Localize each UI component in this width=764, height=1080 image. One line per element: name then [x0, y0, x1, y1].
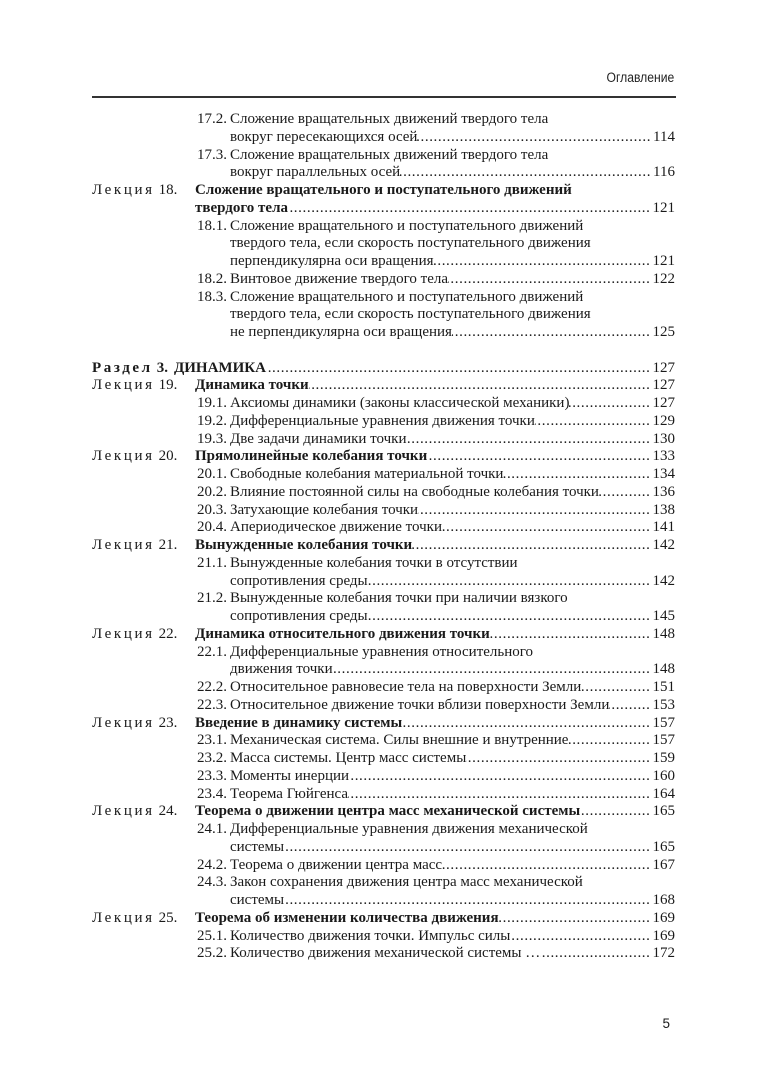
lecture-number: 24. [158, 803, 178, 820]
toc-entry-sub[interactable] [197, 857, 675, 875]
toc-entry-body [230, 697, 675, 715]
lecture-label [92, 377, 195, 395]
toc-entry-body [230, 857, 675, 875]
entry-last-line[interactable] [230, 324, 675, 342]
entry-title-text: Затухающие колебания точки [230, 501, 419, 518]
lecture-word: Лекция [92, 537, 155, 553]
page-reference[interactable]: 122 [652, 270, 675, 287]
entry-last-line[interactable] [230, 253, 675, 271]
entry-last-line[interactable] [195, 377, 675, 395]
page-reference[interactable]: 153 [652, 696, 675, 713]
entry-title-text: Влияние постоянной силы на свободные колебания точки [230, 483, 599, 500]
toc-entry-sub[interactable] [197, 750, 675, 768]
lecture-label [92, 803, 195, 821]
dot-leader [333, 661, 653, 679]
toc-entry-sub[interactable] [197, 395, 675, 413]
toc-entry-body [195, 626, 675, 644]
entry-title-text: системы [230, 838, 285, 855]
toc-entry-lecture[interactable] [92, 377, 675, 395]
entry-title-line: твердого тела, если скорость поступательного движения [230, 235, 591, 252]
toc-entry-sub[interactable] [197, 111, 675, 147]
subsection-number: 20.3. [197, 501, 227, 518]
entry-title-text: Динамика относительного движения точки [195, 625, 490, 642]
toc-entry-sub[interactable] [197, 697, 675, 715]
toc-entry-body [230, 111, 675, 147]
toc-entry-sub[interactable] [197, 644, 675, 680]
toc-entry-body [230, 945, 675, 963]
entry-last-line[interactable] [230, 164, 675, 182]
subsection-number: 23.1. [197, 732, 227, 749]
page-reference[interactable]: 160 [652, 767, 675, 784]
toc-spacer [92, 342, 675, 360]
entry-last-line[interactable] [230, 608, 675, 626]
page-reference[interactable]: 157 [652, 714, 675, 731]
page-reference[interactable]: 130 [652, 430, 675, 447]
lecture-word: Лекция [92, 182, 155, 198]
entry-title-text: Масса системы. Центр масс системы [230, 750, 467, 766]
lecture-label [92, 448, 195, 466]
entry-title-text: Теорема о движении центра масс механической системы [195, 803, 581, 820]
entry-title-line: Дифференциальные уравнения относительного [230, 643, 534, 660]
dot-leader [427, 448, 652, 466]
page-reference[interactable]: 142 [652, 537, 675, 553]
entry-title-line: Дифференциальные уравнения движения механической [230, 821, 588, 837]
toc-entry-body [174, 360, 675, 378]
entry-title-text: Динамика точки [195, 377, 309, 394]
lecture-number: 21. [158, 537, 178, 553]
entry-title-line: Закон сохранения движения центра масс механической [230, 874, 583, 891]
entry-title-text: Теорема об изменении количества движения [195, 909, 499, 926]
entry-title-line: Сложение вращательного и поступательного движений [230, 217, 584, 234]
toc-entry-sub[interactable] [197, 945, 675, 963]
entry-title-text: Механическая система. Силы внешние и внутренние [230, 732, 569, 749]
page-reference[interactable]: 165 [652, 803, 675, 820]
entry-title-text: Прямолинейные колебания точки [195, 448, 428, 465]
toc-entry-sub[interactable] [197, 679, 675, 697]
entry-last-line[interactable] [230, 271, 675, 289]
header-rule [92, 96, 676, 98]
page-reference[interactable]: 129 [652, 412, 675, 429]
running-header-title: Оглавление [606, 70, 674, 85]
lecture-label [92, 182, 195, 218]
toc-entry-sub[interactable] [197, 928, 675, 946]
subsection-number: 23.3. [197, 767, 227, 784]
entry-title-text: Винтовое движение твердого тела [230, 270, 449, 287]
dot-leader [418, 502, 652, 520]
lecture-word: Лекция [92, 803, 155, 820]
toc-entry-sub[interactable] [197, 218, 675, 271]
entry-title-text: вокруг пересекающихся осей [230, 128, 418, 145]
toc-entry-body [230, 413, 675, 431]
lecture-word: Лекция [92, 625, 155, 642]
lecture-label [92, 715, 195, 733]
page-reference[interactable]: 157 [652, 732, 675, 749]
page-reference[interactable]: 148 [652, 625, 675, 642]
entry-last-line[interactable] [230, 484, 675, 502]
toc-entry-body [230, 768, 675, 786]
lecture-word: Лекция [92, 377, 155, 394]
entry-title-line: Сложение вращательных движений твердого тела [230, 146, 549, 163]
toc-entry-lecture[interactable] [92, 715, 675, 733]
toc-entry-body [230, 644, 675, 680]
entry-last-line[interactable] [230, 466, 675, 484]
entry-title-text: Относительное движение точки вблизи поверхности Земли [230, 696, 610, 713]
toc-entry-lecture[interactable] [92, 803, 675, 821]
toc-entry-sub[interactable] [197, 484, 675, 502]
lecture-word: Лекция [92, 714, 155, 731]
entry-last-line[interactable] [174, 360, 675, 378]
dot-leader [452, 324, 653, 342]
dot-leader [412, 537, 652, 555]
page-reference[interactable]: 141 [652, 519, 675, 536]
lecture-number: 22. [158, 625, 178, 642]
subsection-number: 17.2. [197, 111, 227, 127]
dot-leader [406, 431, 652, 449]
page-reference[interactable]: 121 [652, 199, 675, 216]
subsection-number: 20.4. [197, 519, 227, 536]
toc-entry-body [230, 271, 675, 289]
entry-last-line[interactable] [230, 839, 675, 857]
entry-last-line[interactable] [230, 519, 675, 537]
entry-title-text: системы [230, 892, 285, 908]
page-reference[interactable]: 168 [652, 892, 675, 908]
toc-entry-sub[interactable] [197, 466, 675, 484]
toc-entry-sub[interactable] [197, 519, 675, 537]
entry-last-line[interactable] [230, 857, 675, 875]
lecture-word: Лекция [92, 909, 155, 926]
toc-entry-body [195, 182, 675, 218]
entry-last-line[interactable] [230, 679, 675, 697]
dot-leader [442, 519, 653, 537]
entry-title-text: Дифференциальные уравнения движения точки [230, 412, 535, 429]
page-reference[interactable]: 145 [652, 608, 675, 624]
entry-title-text: Количество движения точки. Импульс силы [230, 927, 511, 944]
entry-last-line[interactable] [230, 502, 675, 520]
page-reference[interactable]: 164 [652, 785, 675, 802]
entry-title-text: Вынужденные колебания точки [195, 537, 413, 553]
page-reference[interactable]: 165 [652, 838, 675, 855]
subsection-number: 19.2. [197, 412, 227, 429]
entry-title-text: Аксиомы динамики (законы классической механики) [230, 395, 570, 411]
page-reference[interactable]: 167 [652, 856, 675, 873]
entry-last-line[interactable] [230, 395, 675, 413]
entry-title-text: перпендикулярна оси вращения [230, 253, 434, 269]
toc-entry-body [230, 502, 675, 520]
dot-leader [284, 839, 652, 857]
page-reference[interactable]: 125 [652, 324, 675, 340]
dot-leader [580, 803, 652, 821]
toc-entry-lecture[interactable] [92, 182, 675, 218]
dot-leader [442, 857, 652, 875]
entry-title-text: Относительное равновесие тела на поверхности Земли [230, 679, 582, 695]
page-reference[interactable]: 127 [652, 377, 675, 394]
toc-entry-body [230, 679, 675, 697]
subsection-number: 22.2. [197, 679, 227, 695]
lecture-number: 20. [158, 448, 178, 465]
entry-last-line[interactable] [230, 732, 675, 750]
entry-title-text: сопротивления среды [230, 608, 368, 624]
toc-entry-sub[interactable] [197, 413, 675, 431]
entry-title-text: твердого тела [195, 199, 288, 216]
toc-entry-body [195, 803, 675, 821]
entry-title-text: движения точки [230, 661, 333, 678]
page-reference[interactable]: 159 [652, 750, 675, 766]
section-number: 3. [156, 359, 168, 376]
dot-leader [400, 164, 653, 182]
subsection-number: 20.2. [197, 483, 227, 500]
subsection-number: 24.2. [197, 856, 227, 873]
dot-leader [349, 768, 652, 786]
entry-last-line[interactable] [195, 626, 675, 644]
toc-entry-body [230, 431, 675, 449]
entry-last-line[interactable] [230, 786, 675, 804]
entry-title-text: Свободные колебания материальной точки [230, 466, 504, 482]
section-word: Раздел [92, 359, 153, 376]
entry-title-text: сопротивления среды [230, 572, 368, 589]
subsection-number: 21.2. [197, 590, 227, 607]
entry-title-text: ДИНАМИКА [173, 359, 266, 376]
entry-last-line[interactable] [195, 715, 675, 733]
subsection-number: 19.3. [197, 430, 227, 447]
dot-leader [466, 750, 652, 768]
toc-entry-sub[interactable] [197, 431, 675, 449]
dot-leader [348, 786, 652, 804]
entry-title-line: Сложение вращательного и поступательного движений [195, 182, 572, 198]
dot-leader [288, 200, 653, 218]
entry-title-line: Вынужденные колебания точки при наличии вязкого [230, 590, 568, 607]
toc-entry-body [230, 289, 675, 342]
toc-entry-body [230, 555, 675, 591]
subsection-number: 22.3. [197, 696, 227, 713]
dot-leader [402, 715, 652, 733]
page-reference[interactable]: 142 [652, 572, 675, 589]
toc-entry-lecture[interactable] [92, 910, 675, 928]
entry-title-text: Теорема Гюйгенса [230, 785, 349, 802]
toc-entry-sub[interactable] [197, 821, 675, 857]
entry-title-text: Количество движения механической системы … [230, 945, 541, 962]
toc-entry-sub[interactable] [197, 874, 675, 910]
entry-title-text: не перпендикулярна оси вращения [230, 324, 452, 340]
dot-leader [368, 608, 653, 626]
dot-leader [434, 253, 653, 271]
toc-entry-sub[interactable] [197, 555, 675, 591]
dot-leader [503, 466, 652, 484]
toc-entry-body [195, 537, 675, 555]
entry-last-line[interactable] [230, 413, 675, 431]
toc-entry-lecture[interactable] [92, 626, 675, 644]
lecture-label [92, 537, 195, 555]
toc-entry-sub[interactable] [197, 271, 675, 289]
entry-last-line[interactable] [195, 448, 675, 466]
entry-last-line[interactable] [230, 892, 675, 910]
toc-entry-body [230, 821, 675, 857]
toc-entry-body [230, 484, 675, 502]
entry-last-line[interactable] [195, 200, 675, 218]
lecture-number: 19. [158, 377, 178, 394]
toc-entry-body [230, 218, 675, 271]
page-number: 5 [662, 1016, 670, 1031]
dot-leader [599, 484, 653, 502]
toc-entry-lecture[interactable] [92, 448, 675, 466]
page-reference[interactable]: 138 [652, 501, 675, 518]
entry-last-line[interactable] [230, 945, 675, 963]
dot-leader [499, 910, 653, 928]
section-label [92, 360, 168, 378]
lecture-word: Лекция [92, 448, 155, 465]
entry-last-line[interactable] [230, 661, 675, 679]
subsection-number: 24.3. [197, 874, 227, 891]
toc-entry-sub[interactable] [197, 786, 675, 804]
subsection-number: 18.3. [197, 288, 227, 305]
toc-entry-body [230, 590, 675, 626]
page-reference[interactable]: 136 [652, 483, 675, 500]
entry-title-text: Моменты инерции [230, 767, 350, 784]
dot-leader [448, 271, 652, 289]
toc-entry-sub[interactable] [197, 590, 675, 626]
entry-title-line: Сложение вращательных движений твердого тела [230, 111, 549, 127]
subsection-number: 18.2. [197, 270, 227, 287]
toc-entry-body [195, 910, 675, 928]
subsection-number: 20.1. [197, 466, 227, 482]
entry-last-line[interactable] [230, 573, 675, 591]
page-reference[interactable]: 148 [652, 661, 675, 678]
entry-title-line: твердого тела, если скорость поступательного движения [230, 306, 591, 323]
lecture-number: 23. [158, 714, 178, 731]
entry-last-line[interactable] [230, 928, 675, 946]
subsection-number: 21.1. [197, 554, 227, 571]
dot-leader [609, 697, 652, 715]
page-reference[interactable]: 134 [652, 466, 675, 482]
toc-entry-body [230, 750, 675, 768]
subsection-number: 19.1. [197, 395, 227, 411]
toc-entry-body [230, 147, 675, 183]
toc-entry-sub[interactable] [197, 732, 675, 750]
entry-last-line[interactable] [230, 768, 675, 786]
dot-leader [510, 928, 652, 946]
entry-title-text: Введение в динамику системы [195, 714, 403, 731]
lecture-label [92, 910, 195, 928]
subsection-number: 25.1. [197, 927, 227, 944]
entry-title-text: Две задачи динамики точки [230, 430, 407, 447]
toc-entry-body [230, 928, 675, 946]
entry-last-line[interactable] [195, 537, 675, 555]
dot-leader [581, 679, 652, 697]
toc-entry-body [230, 732, 675, 750]
dot-leader [309, 377, 653, 395]
dot-leader [417, 129, 653, 147]
dot-leader [490, 626, 653, 644]
entry-last-line[interactable] [195, 910, 675, 928]
toc-entry-body [195, 448, 675, 466]
lecture-number: 18. [158, 182, 178, 198]
toc-entry-sub[interactable] [197, 147, 675, 183]
page-reference[interactable]: 151 [652, 679, 675, 695]
dot-leader [368, 573, 653, 591]
entry-last-line[interactable] [230, 431, 675, 449]
page-reference[interactable]: 121 [652, 253, 675, 269]
page-reference[interactable]: 127 [652, 359, 675, 376]
toc-entry-body [230, 519, 675, 537]
page-reference[interactable]: 169 [652, 927, 675, 944]
entry-last-line[interactable] [230, 750, 675, 768]
lecture-number: 25. [158, 909, 178, 926]
subsection-number: 22.1. [197, 643, 227, 660]
toc-entry-sub[interactable] [197, 289, 675, 342]
entry-last-line[interactable] [230, 697, 675, 715]
entry-last-line[interactable] [230, 129, 675, 147]
page-reference[interactable]: 127 [652, 395, 675, 411]
toc-entry-body [230, 395, 675, 413]
dot-leader [540, 945, 652, 963]
toc-entry-lecture[interactable] [92, 537, 675, 555]
subsection-number: 24.1. [197, 821, 227, 837]
dot-leader [266, 360, 653, 378]
lecture-label [92, 626, 195, 644]
subsection-number: 18.1. [197, 217, 227, 234]
entry-last-line[interactable] [195, 803, 675, 821]
page-reference[interactable]: 133 [652, 448, 675, 465]
toc-entry-body [230, 466, 675, 484]
page-reference[interactable]: 116 [653, 164, 675, 181]
entry-title-text: Теорема о движении центра масс [230, 856, 443, 873]
dot-leader [535, 413, 653, 431]
toc-entry-body [230, 786, 675, 804]
toc-entry-section[interactable] [92, 360, 675, 378]
subsection-number: 23.2. [197, 750, 227, 766]
toc-entry-body [230, 874, 675, 910]
toc-entry-body [195, 377, 675, 395]
toc-entry-body [195, 715, 675, 733]
table-of-contents [92, 111, 675, 963]
entry-title-line: Сложение вращательного и поступательного движений [230, 288, 584, 305]
page-reference[interactable]: 172 [652, 945, 675, 962]
entry-title-text: вокруг параллельных осей [230, 164, 401, 181]
dot-leader [568, 732, 652, 750]
subsection-number: 17.3. [197, 146, 227, 163]
entry-title-line: Вынужденные колебания точки в отсутствии [230, 554, 518, 571]
subsection-number: 25.2. [197, 945, 227, 962]
entry-title-text: Апериодическое движение точки [230, 519, 442, 536]
dot-leader [284, 892, 652, 910]
toc-entry-sub[interactable] [197, 768, 675, 786]
page-reference[interactable]: 169 [652, 909, 675, 926]
toc-entry-sub[interactable] [197, 502, 675, 520]
page-reference[interactable]: 114 [653, 128, 675, 145]
subsection-number: 23.4. [197, 785, 227, 802]
dot-leader [569, 395, 652, 413]
